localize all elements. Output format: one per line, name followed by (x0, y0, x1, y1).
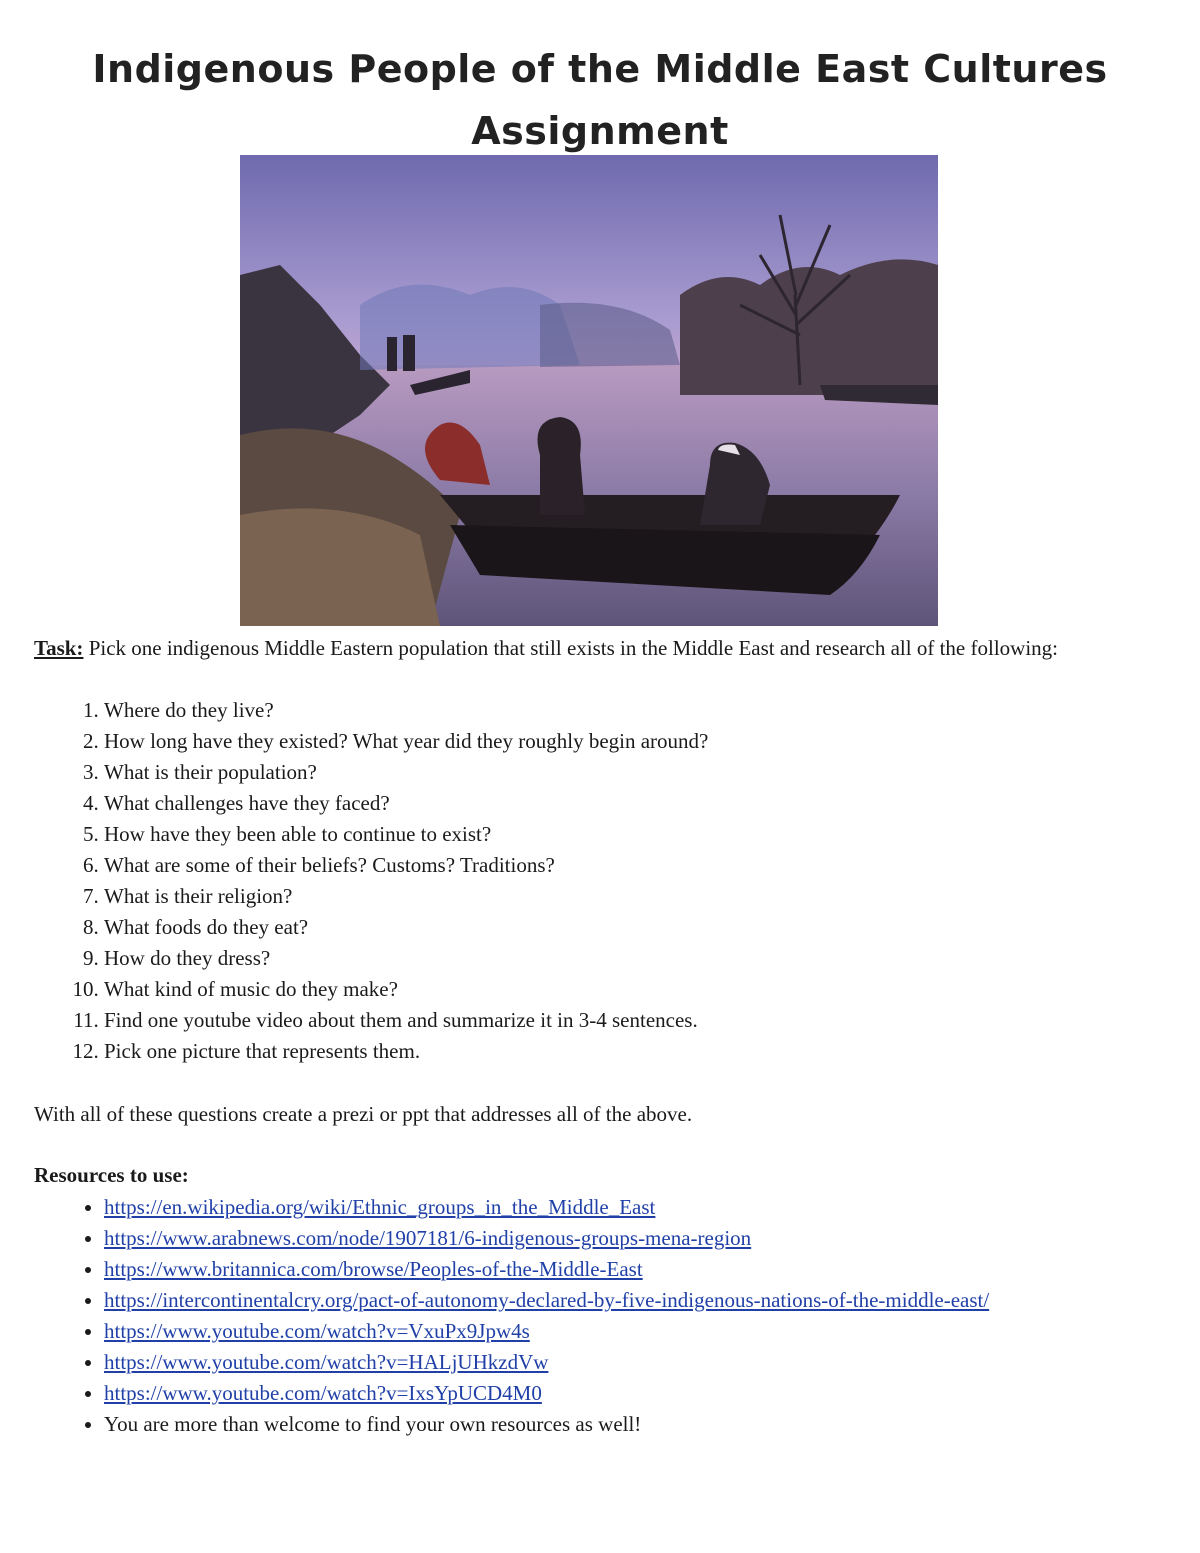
resource-list (66, 1192, 989, 1440)
task-paragraph (34, 633, 1144, 664)
question-item: 1. Where do they live? (104, 695, 708, 726)
question-item: 9. How do they dress? (104, 943, 708, 974)
marsh-boats-photo (240, 155, 938, 626)
question-item: 3. What is their population? (104, 757, 708, 788)
resource-item (104, 1223, 989, 1254)
resource-link[interactable]: https://en.wikipedia.org/wiki/Ethnic_groups_in_the_Middle_East (104, 1195, 656, 1219)
question-list (66, 695, 708, 1067)
closing-instruction: With all of these questions create a prezi or ppt that addresses all of the above. (34, 1102, 693, 1126)
question-item: 2. How long have they existed? What year did they roughly begin around? (104, 726, 708, 757)
resources-heading: Resources to use: (34, 1163, 189, 1187)
resource-link[interactable]: https://www.britannica.com/browse/Peoples-of-the-Middle-East (104, 1257, 643, 1281)
resource-link[interactable]: https://intercontinentalcry.org/pact-of-autonomy-declared-by-five-indigenous-nations-of-the-middle-east/ (104, 1288, 990, 1312)
question-item: 11. Find one youtube video about them and summarize it in 3-4 sentences. (104, 1005, 708, 1036)
question-item: 6. What are some of their beliefs? Customs? Traditions? (104, 850, 708, 881)
resource-item (104, 1378, 989, 1409)
question-item: 7. What is their religion? (104, 881, 708, 912)
question-item: 5. How have they been able to continue to exist? (104, 819, 708, 850)
resource-link[interactable]: https://www.arabnews.com/node/1907181/6-indigenous-groups-mena-region (104, 1226, 752, 1250)
title-line-2: Assignment (471, 109, 729, 153)
resource-link[interactable]: https://www.youtube.com/watch?v=HALjUHkzdVw (104, 1350, 549, 1374)
title-line-1: Indigenous People of the Middle East Cultures (92, 47, 1108, 91)
task-label: Task: (34, 636, 84, 660)
page-title (60, 38, 1140, 162)
resource-link[interactable]: https://www.youtube.com/watch?v=IxsYpUCD4M0 (104, 1381, 542, 1405)
question-item: 12. Pick one picture that represents them. (104, 1036, 708, 1067)
resource-item (104, 1254, 989, 1285)
resource-item (104, 1285, 989, 1316)
task-text: Pick one indigenous Middle Eastern population that still exists in the Middle East and research all of the following: (83, 636, 1058, 660)
resource-item (104, 1316, 989, 1347)
resource-link[interactable]: https://www.youtube.com/watch?v=VxuPx9Jpw4s (104, 1319, 530, 1343)
resource-item (104, 1347, 989, 1378)
question-item: 10. What kind of music do they make? (104, 974, 708, 1005)
question-item: 8. What foods do they eat? (104, 912, 708, 943)
resource-item (104, 1192, 989, 1223)
resource-note: • You are more than welcome to find your own resources as well! (104, 1409, 989, 1440)
question-item: 4. What challenges have they faced? (104, 788, 708, 819)
